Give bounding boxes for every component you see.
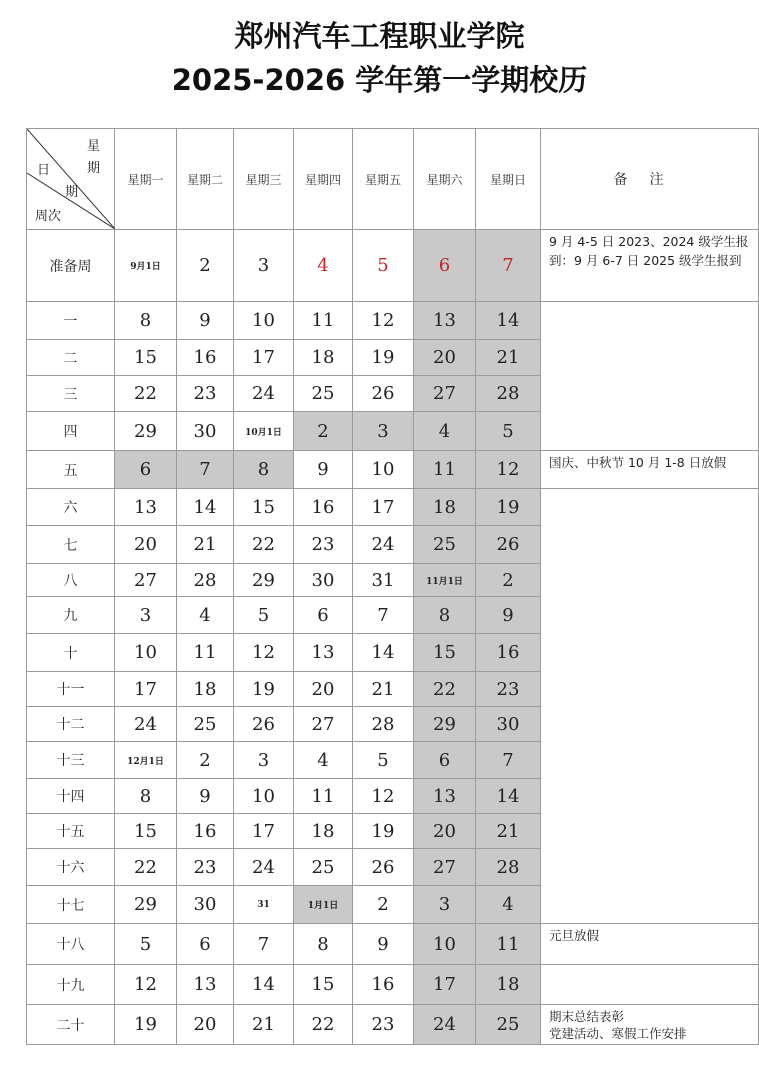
date-cell: 15 bbox=[115, 814, 177, 849]
date-cell: 3 bbox=[353, 412, 414, 451]
corner-label-ri: 日 bbox=[37, 163, 51, 178]
date-cell: 28 bbox=[476, 849, 541, 886]
date-cell: 27 bbox=[115, 564, 177, 597]
date-cell: 25 bbox=[294, 849, 353, 886]
week-label: 四 bbox=[27, 412, 115, 451]
date-cell: 28 bbox=[177, 564, 234, 597]
date-cell: 19 bbox=[353, 340, 414, 376]
weekday-header-sun: 星期日 bbox=[476, 129, 541, 230]
date-cell: 11 bbox=[294, 302, 353, 340]
week-label: 三 bbox=[27, 376, 115, 412]
date-cell: 14 bbox=[353, 634, 414, 672]
date-cell: 13 bbox=[177, 965, 234, 1005]
date-cell: 29 bbox=[234, 564, 294, 597]
date-cell: 11 bbox=[414, 451, 476, 489]
week-label: 六 bbox=[27, 489, 115, 526]
date-cell: 24 bbox=[414, 1005, 476, 1045]
calendar-row bbox=[27, 489, 759, 526]
date-cell: 22 bbox=[115, 376, 177, 412]
date-cell: 6 bbox=[177, 924, 234, 965]
week-label: 十二 bbox=[27, 707, 115, 742]
date-cell: 9 bbox=[294, 451, 353, 489]
date-cell: 10月1日 bbox=[234, 412, 294, 451]
date-cell: 10 bbox=[234, 302, 294, 340]
calendar-row bbox=[27, 302, 759, 340]
date-cell: 17 bbox=[234, 340, 294, 376]
date-cell: 20 bbox=[414, 340, 476, 376]
date-cell: 4 bbox=[177, 597, 234, 634]
date-cell: 2 bbox=[353, 886, 414, 924]
week-label: 十八 bbox=[27, 924, 115, 965]
weekday-header-thu: 星期四 bbox=[294, 129, 353, 230]
date-cell: 26 bbox=[234, 707, 294, 742]
date-cell: 2 bbox=[177, 230, 234, 302]
date-cell: 6 bbox=[115, 451, 177, 489]
date-cell: 7 bbox=[353, 597, 414, 634]
date-cell: 31 bbox=[353, 564, 414, 597]
date-cell: 5 bbox=[476, 412, 541, 451]
date-cell: 29 bbox=[115, 886, 177, 924]
date-cell: 3 bbox=[234, 230, 294, 302]
date-cell: 4 bbox=[294, 742, 353, 779]
date-cell: 16 bbox=[476, 634, 541, 672]
calendar-table bbox=[26, 128, 759, 1045]
date-cell: 25 bbox=[294, 376, 353, 412]
week-label: 十五 bbox=[27, 814, 115, 849]
note-cell: 期末总结表彰 党建活动、寒假工作安排 bbox=[541, 1005, 759, 1045]
note-cell: 国庆、中秋节 10 月 1-8 日放假 bbox=[541, 451, 759, 489]
date-cell: 31 bbox=[234, 886, 294, 924]
notes-header: 备注 bbox=[541, 129, 759, 230]
date-cell: 9 bbox=[353, 924, 414, 965]
date-cell: 23 bbox=[294, 526, 353, 564]
date-cell: 30 bbox=[177, 886, 234, 924]
date-cell: 29 bbox=[115, 412, 177, 451]
weekday-header-wed: 星期三 bbox=[234, 129, 294, 230]
date-cell: 18 bbox=[294, 340, 353, 376]
date-cell: 27 bbox=[414, 376, 476, 412]
date-cell: 24 bbox=[234, 849, 294, 886]
date-cell: 2 bbox=[476, 564, 541, 597]
date-cell: 18 bbox=[294, 814, 353, 849]
date-cell: 1月1日 bbox=[294, 886, 353, 924]
page-title: 郑州汽车工程职业学院 bbox=[234, 19, 525, 53]
date-cell: 8 bbox=[115, 302, 177, 340]
date-cell: 25 bbox=[476, 1005, 541, 1045]
note-cell bbox=[541, 489, 759, 924]
date-cell: 9 bbox=[476, 597, 541, 634]
date-cell: 22 bbox=[234, 526, 294, 564]
corner-label-qi2: 期 bbox=[65, 185, 79, 200]
date-cell: 15 bbox=[115, 340, 177, 376]
date-cell: 10 bbox=[353, 451, 414, 489]
date-cell: 16 bbox=[353, 965, 414, 1005]
date-cell: 30 bbox=[294, 564, 353, 597]
date-cell: 8 bbox=[414, 597, 476, 634]
date-cell: 14 bbox=[476, 302, 541, 340]
calendar-row bbox=[27, 230, 759, 302]
date-cell: 3 bbox=[115, 597, 177, 634]
corner-cell bbox=[27, 129, 115, 230]
date-cell: 5 bbox=[353, 742, 414, 779]
date-cell: 22 bbox=[115, 849, 177, 886]
page-subtitle: 2025-2026 学年第一学期校历 bbox=[171, 63, 588, 97]
date-cell: 4 bbox=[294, 230, 353, 302]
date-cell: 12 bbox=[115, 965, 177, 1005]
date-cell: 14 bbox=[177, 489, 234, 526]
date-cell: 17 bbox=[115, 672, 177, 707]
date-cell: 20 bbox=[177, 1005, 234, 1045]
date-cell: 14 bbox=[476, 779, 541, 814]
calendar-row bbox=[27, 451, 759, 489]
date-cell: 28 bbox=[353, 707, 414, 742]
date-cell: 7 bbox=[476, 230, 541, 302]
date-cell: 29 bbox=[414, 707, 476, 742]
date-cell: 11月1日 bbox=[414, 564, 476, 597]
date-cell: 13 bbox=[294, 634, 353, 672]
header-row bbox=[27, 129, 759, 230]
date-cell: 9月1日 bbox=[115, 230, 177, 302]
corner-label-qi: 期 bbox=[87, 161, 101, 176]
date-cell: 20 bbox=[294, 672, 353, 707]
week-label: 准备周 bbox=[27, 230, 115, 302]
date-cell: 13 bbox=[414, 302, 476, 340]
week-label: 十三 bbox=[27, 742, 115, 779]
date-cell: 21 bbox=[353, 672, 414, 707]
date-cell: 19 bbox=[115, 1005, 177, 1045]
date-cell: 19 bbox=[353, 814, 414, 849]
week-label: 二十 bbox=[27, 1005, 115, 1045]
date-cell: 24 bbox=[234, 376, 294, 412]
date-cell: 14 bbox=[234, 965, 294, 1005]
date-cell: 30 bbox=[177, 412, 234, 451]
date-cell: 4 bbox=[414, 412, 476, 451]
date-cell: 16 bbox=[177, 814, 234, 849]
date-cell: 24 bbox=[115, 707, 177, 742]
date-cell: 22 bbox=[294, 1005, 353, 1045]
calendar-row bbox=[27, 965, 759, 1005]
date-cell: 16 bbox=[294, 489, 353, 526]
date-cell: 18 bbox=[414, 489, 476, 526]
date-cell: 11 bbox=[476, 924, 541, 965]
date-cell: 30 bbox=[476, 707, 541, 742]
week-label: 七 bbox=[27, 526, 115, 564]
date-cell: 26 bbox=[353, 849, 414, 886]
date-cell: 2 bbox=[294, 412, 353, 451]
week-label: 十四 bbox=[27, 779, 115, 814]
date-cell: 10 bbox=[414, 924, 476, 965]
date-cell: 23 bbox=[476, 672, 541, 707]
date-cell: 18 bbox=[476, 965, 541, 1005]
calendar-row bbox=[27, 1005, 759, 1045]
weekday-header-sat: 星期六 bbox=[414, 129, 476, 230]
date-cell: 12 bbox=[476, 451, 541, 489]
date-cell: 6 bbox=[294, 597, 353, 634]
note-cell bbox=[541, 965, 759, 1005]
date-cell: 8 bbox=[115, 779, 177, 814]
week-label: 一 bbox=[27, 302, 115, 340]
date-cell: 7 bbox=[177, 451, 234, 489]
date-cell: 21 bbox=[476, 340, 541, 376]
date-cell: 26 bbox=[353, 376, 414, 412]
date-cell: 17 bbox=[234, 814, 294, 849]
date-cell: 3 bbox=[414, 886, 476, 924]
date-cell: 20 bbox=[414, 814, 476, 849]
date-cell: 27 bbox=[414, 849, 476, 886]
date-cell: 18 bbox=[177, 672, 234, 707]
week-label: 十一 bbox=[27, 672, 115, 707]
weekday-header-fri: 星期五 bbox=[353, 129, 414, 230]
date-cell: 25 bbox=[177, 707, 234, 742]
date-cell: 5 bbox=[234, 597, 294, 634]
date-cell: 24 bbox=[353, 526, 414, 564]
corner-label-xing: 星 bbox=[87, 139, 101, 154]
date-cell: 5 bbox=[115, 924, 177, 965]
corner-label-zhouci: 周次 bbox=[35, 209, 62, 224]
date-cell: 23 bbox=[353, 1005, 414, 1045]
date-cell: 13 bbox=[115, 489, 177, 526]
date-cell: 19 bbox=[476, 489, 541, 526]
date-cell: 16 bbox=[177, 340, 234, 376]
date-cell: 11 bbox=[294, 779, 353, 814]
week-label: 八 bbox=[27, 564, 115, 597]
date-cell: 19 bbox=[234, 672, 294, 707]
date-cell: 11 bbox=[177, 634, 234, 672]
date-cell: 5 bbox=[353, 230, 414, 302]
date-cell: 6 bbox=[414, 230, 476, 302]
note-cell: 元旦放假 bbox=[541, 924, 759, 965]
week-label: 十六 bbox=[27, 849, 115, 886]
date-cell: 23 bbox=[177, 376, 234, 412]
date-cell: 9 bbox=[177, 779, 234, 814]
date-cell: 17 bbox=[353, 489, 414, 526]
date-cell: 8 bbox=[234, 451, 294, 489]
date-cell: 10 bbox=[234, 779, 294, 814]
week-label: 十九 bbox=[27, 965, 115, 1005]
week-label: 九 bbox=[27, 597, 115, 634]
date-cell: 12 bbox=[353, 779, 414, 814]
date-cell: 21 bbox=[476, 814, 541, 849]
date-cell: 12 bbox=[353, 302, 414, 340]
date-cell: 7 bbox=[476, 742, 541, 779]
date-cell: 27 bbox=[294, 707, 353, 742]
date-cell: 3 bbox=[234, 742, 294, 779]
date-cell: 4 bbox=[476, 886, 541, 924]
date-cell: 15 bbox=[414, 634, 476, 672]
date-cell: 21 bbox=[177, 526, 234, 564]
date-cell: 21 bbox=[234, 1005, 294, 1045]
date-cell: 20 bbox=[115, 526, 177, 564]
date-cell: 13 bbox=[414, 779, 476, 814]
date-cell: 7 bbox=[234, 924, 294, 965]
date-cell: 25 bbox=[414, 526, 476, 564]
calendar-row bbox=[27, 924, 759, 965]
date-cell: 10 bbox=[115, 634, 177, 672]
date-cell: 12 bbox=[234, 634, 294, 672]
week-label: 十 bbox=[27, 634, 115, 672]
week-label: 二 bbox=[27, 340, 115, 376]
weekday-header-tue: 星期二 bbox=[177, 129, 234, 230]
date-cell: 22 bbox=[414, 672, 476, 707]
date-cell: 28 bbox=[476, 376, 541, 412]
date-cell: 9 bbox=[177, 302, 234, 340]
week-label: 十七 bbox=[27, 886, 115, 924]
week-label: 五 bbox=[27, 451, 115, 489]
weekday-header-mon: 星期一 bbox=[115, 129, 177, 230]
note-cell: 9 月 4-5 日 2023、2024 级学生报到：9 月 6-7 日 2025 级学生报到 bbox=[541, 230, 759, 302]
date-cell: 8 bbox=[294, 924, 353, 965]
date-cell: 2 bbox=[177, 742, 234, 779]
date-cell: 23 bbox=[177, 849, 234, 886]
date-cell: 12月1日 bbox=[115, 742, 177, 779]
date-cell: 26 bbox=[476, 526, 541, 564]
date-cell: 17 bbox=[414, 965, 476, 1005]
date-cell: 6 bbox=[414, 742, 476, 779]
note-cell bbox=[541, 302, 759, 451]
date-cell: 15 bbox=[294, 965, 353, 1005]
date-cell: 15 bbox=[234, 489, 294, 526]
